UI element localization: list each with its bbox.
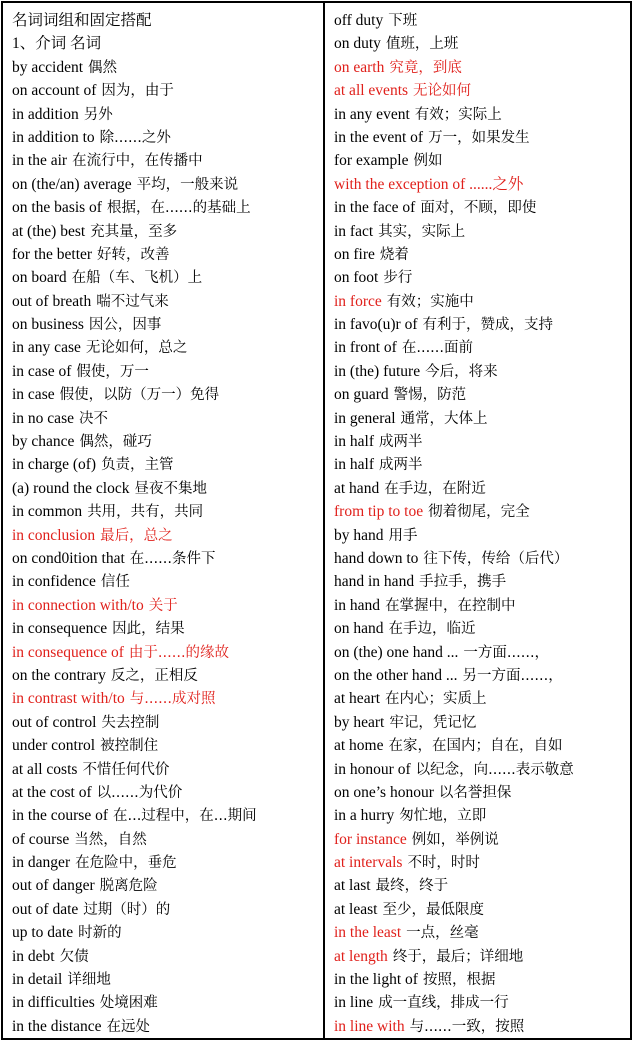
- phrase-english: by heart: [334, 713, 385, 731]
- phrase-english: at all events: [334, 82, 409, 100]
- phrase-chinese: 过期（时）的: [83, 901, 171, 918]
- phrase-chinese: 例如: [413, 153, 443, 170]
- phrase-row: [334, 430, 630, 453]
- phrase-english: on foot: [334, 269, 379, 287]
- phrase-english: on account of: [12, 82, 97, 100]
- phrase-chinese: 一方面......，: [463, 644, 550, 661]
- left-column: [3, 3, 325, 1038]
- phrase-row: [12, 149, 323, 172]
- phrase-english: on business: [12, 316, 84, 334]
- phrase-english: in difficulties: [12, 994, 95, 1012]
- phrase-english: in detail: [12, 971, 63, 989]
- phrase-chinese: 因此，结果: [112, 621, 185, 638]
- phrase-row: [334, 336, 630, 359]
- phrase-row: [334, 524, 630, 547]
- phrase-chinese: 以名誉担保: [438, 784, 512, 801]
- phrase-chinese: 在危险中，垂危: [75, 855, 177, 872]
- phrase-row: [12, 617, 323, 640]
- phrase-english: in conclusion: [12, 526, 96, 544]
- phrase-chinese: 万一，如果发生: [428, 129, 530, 146]
- phrase-chinese: 至少，最低限度: [382, 901, 484, 918]
- phrase-row: [334, 243, 630, 266]
- phrase-row: [334, 79, 630, 102]
- phrase-row: [334, 711, 630, 734]
- phrase-english: in favo(u)r of: [334, 316, 418, 334]
- phrase-chinese: 因公，因事: [88, 317, 162, 334]
- phrase-english: hand in hand: [334, 573, 415, 591]
- phrase-english: in line with: [334, 1017, 405, 1035]
- phrase-chinese: 脱离危险: [99, 878, 158, 895]
- phrase-english: on (the/an) average: [12, 175, 132, 193]
- phrase-english: at all costs: [12, 760, 78, 778]
- phrase-english: under control: [12, 737, 96, 755]
- phrase-row: [334, 945, 630, 968]
- phrase-english: in hand: [334, 596, 381, 614]
- phrase-row: [334, 898, 630, 921]
- phrase-row: [12, 407, 323, 430]
- phrase-chinese: 在远处: [106, 1018, 151, 1035]
- phrase-english: in any event: [334, 105, 410, 123]
- phrase-english: at intervals: [334, 854, 403, 872]
- phrase-english: on hand: [334, 620, 384, 638]
- phrase-chinese: 假使，万一: [76, 363, 149, 380]
- phrase-chinese: 最后，总之: [100, 527, 173, 544]
- phrase-english: by chance: [12, 433, 75, 451]
- phrase-chinese: 以纪念，向......表示敬意: [415, 761, 574, 778]
- phrase-english: hand down to: [334, 549, 419, 567]
- phrase-english: in the least: [334, 924, 402, 942]
- phrase-chinese: 在船（车、飞机）上: [71, 270, 203, 287]
- phrase-row: [12, 290, 323, 313]
- phrase-row: [12, 126, 323, 149]
- phrase-english: at the cost of: [12, 783, 92, 801]
- phrase-chinese: 处境困难: [99, 995, 158, 1012]
- phrase-row: [12, 500, 323, 523]
- phrase-row: [334, 617, 630, 640]
- phrase-row: [334, 149, 630, 172]
- phrase-row: [12, 32, 323, 55]
- phrase-chinese: 信任: [100, 574, 130, 591]
- phrase-english: in connection with/to: [12, 596, 144, 614]
- phrase-chinese: 另外: [83, 106, 113, 123]
- phrase-row: [334, 196, 630, 219]
- phrase-table: [1, 1, 632, 1040]
- phrase-english: by hand: [334, 526, 384, 544]
- phrase-row: [12, 968, 323, 991]
- phrase-chinese: 其实，实际上: [378, 223, 466, 240]
- phrase-english: on the basis of: [12, 199, 102, 217]
- phrase-chinese: 在......条件下: [129, 550, 216, 567]
- phrase-row: [12, 360, 323, 383]
- phrase-english: on (the) one hand ...: [334, 643, 459, 661]
- phrase-english: in contrast with/to: [12, 690, 125, 708]
- phrase-row: [12, 453, 323, 476]
- phrase-row: [12, 734, 323, 757]
- phrase-row: [334, 804, 630, 827]
- phrase-chinese: 充其量，至多: [90, 223, 178, 240]
- phrase-row: [334, 360, 630, 383]
- phrase-english: in general: [334, 409, 396, 427]
- phrase-row: [334, 828, 630, 851]
- phrase-row: [12, 921, 323, 944]
- phrase-chinese: 关于: [148, 597, 178, 614]
- phrase-english: in force: [334, 292, 382, 310]
- phrase-english: at hand: [334, 479, 380, 497]
- phrase-chinese: 今后，将来: [425, 363, 498, 380]
- phrase-chinese: 彻着彻尾，完全: [428, 504, 530, 521]
- phrase-english: in honour of: [334, 760, 411, 778]
- phrase-chinese: 另一方面......，: [462, 667, 563, 684]
- phrase-row: [334, 570, 630, 593]
- phrase-english: on fire: [334, 245, 375, 263]
- phrase-english: in fact: [334, 222, 374, 240]
- phrase-english: at least: [334, 900, 378, 918]
- phrase-english: in half: [334, 433, 375, 451]
- phrase-english: in debt: [12, 947, 55, 965]
- phrase-row: [12, 991, 323, 1014]
- phrase-chinese: 匆忙地，立即: [399, 808, 487, 825]
- phrase-english: out of control: [12, 713, 97, 731]
- phrase-english: on earth: [334, 58, 385, 76]
- phrase-row: [12, 103, 323, 126]
- phrase-row: [334, 734, 630, 757]
- phrase-row: [334, 56, 630, 79]
- phrase-chinese: 在......面前: [401, 340, 474, 357]
- phrase-row: [334, 173, 630, 196]
- phrase-english: for example: [334, 152, 409, 170]
- phrase-row: [12, 173, 323, 196]
- phrase-chinese: 以......为代价: [96, 784, 183, 801]
- phrase-chinese: 在家，在国内；自在，自如: [388, 738, 563, 755]
- phrase-row: [12, 383, 323, 406]
- phrase-chinese: 时新的: [78, 925, 122, 942]
- phrase-english: in line: [334, 994, 374, 1012]
- phrase-chinese: 成两半: [379, 457, 423, 474]
- phrase-english: on board: [12, 269, 67, 287]
- phrase-chinese: 究竟，到底: [389, 59, 462, 76]
- phrase-chinese: 假使，以防（万一）免得: [59, 387, 220, 404]
- phrase-row: [12, 828, 323, 851]
- phrase-chinese: 有利于，赞成，支持: [422, 317, 553, 334]
- phrase-row: [12, 220, 323, 243]
- phrase-row: [12, 56, 323, 79]
- phrase-english: in case: [12, 386, 55, 404]
- phrase-row: [334, 921, 630, 944]
- phrase-row: [12, 336, 323, 359]
- phrase-row: [334, 781, 630, 804]
- phrase-row: [12, 804, 323, 827]
- phrase-row: [12, 524, 323, 547]
- phrase-row: [12, 687, 323, 710]
- phrase-chinese: 喘不过气来: [96, 293, 169, 310]
- phrase-chinese: 决不: [78, 410, 108, 427]
- phrase-row: [334, 313, 630, 336]
- phrase-english: with the exception of ......之外: [334, 175, 524, 193]
- phrase-english: in danger: [12, 854, 71, 872]
- phrase-row: [334, 991, 630, 1014]
- phrase-chinese: 面对，不顾，即使: [420, 200, 537, 217]
- phrase-english: at length: [334, 947, 388, 965]
- phrase-row: [334, 290, 630, 313]
- phrase-chinese: 详细地: [67, 972, 111, 989]
- phrase-english: of course: [12, 830, 70, 848]
- phrase-english: 1、介词 名词: [12, 35, 102, 53]
- phrase-row: [12, 945, 323, 968]
- phrase-english: on the other hand ...: [334, 666, 458, 684]
- phrase-chinese: 成一直线，排成一行: [378, 995, 509, 1012]
- phrase-english: in the course of: [12, 807, 108, 825]
- phrase-chinese: 无论如何: [413, 83, 472, 100]
- phrase-row: [334, 547, 630, 570]
- phrase-row: [12, 313, 323, 336]
- phrase-row: [12, 664, 323, 687]
- phrase-english: off duty: [334, 12, 384, 29]
- phrase-english: for the better: [12, 245, 93, 263]
- phrase-row: [12, 851, 323, 874]
- phrase-english: from tip to toe: [334, 503, 424, 521]
- phrase-chinese: 负责，主管: [101, 457, 174, 474]
- phrase-chinese: 在...过程中，在...期间: [112, 808, 257, 825]
- phrase-row: [12, 430, 323, 453]
- phrase-row: [334, 266, 630, 289]
- right-column: [325, 3, 630, 1038]
- phrase-english: in the event of: [334, 128, 424, 146]
- phrase-english: in addition: [12, 105, 79, 123]
- phrase-english: in the light of: [334, 971, 418, 989]
- phrase-row: [334, 220, 630, 243]
- phrase-english: on cond0ition that: [12, 549, 125, 567]
- phrase-chinese: 因为，由于: [101, 83, 174, 100]
- phrase-english: at home: [334, 737, 384, 755]
- phrase-chinese: 值班，上班: [385, 36, 459, 53]
- phrase-row: [12, 196, 323, 219]
- phrase-row: [334, 407, 630, 430]
- phrase-chinese: 不时，时时: [407, 855, 480, 872]
- phrase-row: [12, 711, 323, 734]
- phrase-english: in confidence: [12, 573, 96, 591]
- phrase-english: at (the) best: [12, 222, 86, 240]
- phrase-chinese: 不惜任何代价: [82, 761, 170, 778]
- phrase-row: [12, 477, 323, 500]
- phrase-chinese: 好转，改善: [97, 246, 170, 263]
- phrase-chinese: 牢记，凭记忆: [389, 714, 477, 731]
- phrase-chinese: 有效；实际上: [414, 106, 502, 123]
- phrase-chinese: 在手边，临近: [388, 621, 476, 638]
- phrase-english: out of breath: [12, 292, 92, 310]
- phrase-english: in charge (of): [12, 456, 97, 474]
- phrase-english: in the air: [12, 152, 68, 170]
- phrase-chinese: 烧着: [379, 246, 409, 263]
- phrase-chinese: 偶然: [88, 59, 118, 76]
- phrase-row: [334, 851, 630, 874]
- phrase-english: up to date: [12, 924, 74, 942]
- phrase-english: in any case: [12, 339, 81, 357]
- phrase-chinese: 昼夜不集地: [134, 480, 207, 497]
- phrase-row: [334, 1015, 630, 1038]
- phrase-row: [334, 664, 630, 687]
- phrase-row: [12, 9, 323, 32]
- phrase-row: [12, 594, 323, 617]
- phrase-chinese: 无论如何，总之: [85, 340, 188, 357]
- phrase-chinese: 在内心；实质上: [385, 691, 487, 708]
- phrase-english: in the face of: [334, 199, 416, 217]
- phrase-row: [12, 758, 323, 781]
- phrase-chinese: 与......成对照: [129, 691, 216, 708]
- phrase-chinese: 通常，大体上: [400, 410, 488, 427]
- phrase-chinese: 失去控制: [101, 714, 160, 731]
- phrase-row: [334, 758, 630, 781]
- phrase-english: on the contrary: [12, 666, 106, 684]
- phrase-row: [12, 243, 323, 266]
- phrase-row: [12, 547, 323, 570]
- phrase-row: [12, 781, 323, 804]
- phrase-row: [334, 687, 630, 710]
- phrase-row: [334, 453, 630, 476]
- phrase-chinese: 共用，共有，共同: [87, 504, 204, 521]
- phrase-english: in common: [12, 503, 83, 521]
- phrase-chinese: 步行: [383, 270, 413, 287]
- phrase-english: in consequence of: [12, 643, 124, 661]
- phrase-row: [12, 1015, 323, 1038]
- phrase-chinese: 欠债: [59, 948, 89, 965]
- phrase-english: in no case: [12, 409, 74, 427]
- phrase-row: [12, 641, 323, 664]
- phrase-english: out of date: [12, 900, 79, 918]
- phrase-row: [12, 874, 323, 897]
- phrase-english: by accident: [12, 58, 84, 76]
- phrase-chinese: 根据，在......的基础上: [106, 200, 251, 217]
- phrase-row: [334, 594, 630, 617]
- phrase-english: in case of: [12, 362, 72, 380]
- phrase-chinese: 平均，一般来说: [136, 176, 239, 193]
- phrase-english: (a) round the clock: [12, 479, 130, 497]
- phrase-chinese: 由于......的缘故: [128, 644, 230, 661]
- phrase-row: [12, 570, 323, 593]
- phrase-chinese: 被控制住: [100, 738, 159, 755]
- phrase-chinese: 终于，最后；详细地: [392, 948, 524, 965]
- phrase-chinese: 最终，终于: [375, 878, 449, 895]
- phrase-row: [334, 500, 630, 523]
- phrase-chinese: 与......一致，按照: [409, 1018, 525, 1035]
- phrase-chinese: 在流行中，在传播中: [72, 153, 203, 170]
- phrase-chinese: 在手边，在附近: [384, 480, 486, 497]
- phrase-chinese: 在掌握中，在控制中: [385, 597, 516, 614]
- phrase-english: in the distance: [12, 1017, 102, 1035]
- phrase-chinese: 往下传，传给（后代）: [423, 550, 569, 567]
- phrase-chinese: 手拉手，携手: [419, 574, 507, 591]
- phrase-row: [12, 79, 323, 102]
- phrase-row: [334, 126, 630, 149]
- phrase-row: [334, 477, 630, 500]
- phrase-row: [334, 9, 630, 32]
- phrase-row: [12, 266, 323, 289]
- phrase-chinese: 一点，丝毫: [406, 925, 479, 942]
- phrase-english: on duty: [334, 35, 381, 53]
- phrase-english: 名词词组和固定搭配: [12, 12, 152, 29]
- phrase-english: on guard: [334, 386, 389, 404]
- phrase-english: at last: [334, 877, 371, 895]
- phrase-english: at heart: [334, 690, 381, 708]
- phrase-chinese: 偶然，碰巧: [79, 434, 152, 451]
- phrase-english: in consequence: [12, 620, 108, 638]
- phrase-row: [334, 103, 630, 126]
- phrase-row: [334, 641, 630, 664]
- phrase-chinese: 用手: [388, 527, 418, 544]
- phrase-chinese: 成两半: [379, 434, 423, 451]
- phrase-chinese: 除......之外: [99, 129, 171, 146]
- phrase-english: on one’s honour: [334, 783, 434, 801]
- phrase-english: in addition to: [12, 128, 95, 146]
- phrase-chinese: 警惕，防范: [393, 387, 467, 404]
- phrase-row: [334, 968, 630, 991]
- phrase-row: [334, 383, 630, 406]
- phrase-row: [334, 874, 630, 897]
- phrase-chinese: 下班: [388, 13, 418, 29]
- phrase-english: in a hurry: [334, 807, 395, 825]
- phrase-chinese: 例如，举例说: [411, 831, 499, 848]
- phrase-english: in half: [334, 456, 375, 474]
- phrase-row: [334, 32, 630, 55]
- phrase-chinese: 反之，正相反: [110, 667, 198, 684]
- phrase-chinese: 当然，自然: [74, 831, 147, 848]
- phrase-english: for instance: [334, 830, 407, 848]
- phrase-english: out of danger: [12, 877, 95, 895]
- phrase-english: in (the) future: [334, 362, 421, 380]
- phrase-chinese: 有效；实施中: [386, 293, 474, 310]
- phrase-chinese: 按照，根据: [422, 972, 496, 989]
- phrase-english: in front of: [334, 339, 397, 357]
- phrase-row: [12, 898, 323, 921]
